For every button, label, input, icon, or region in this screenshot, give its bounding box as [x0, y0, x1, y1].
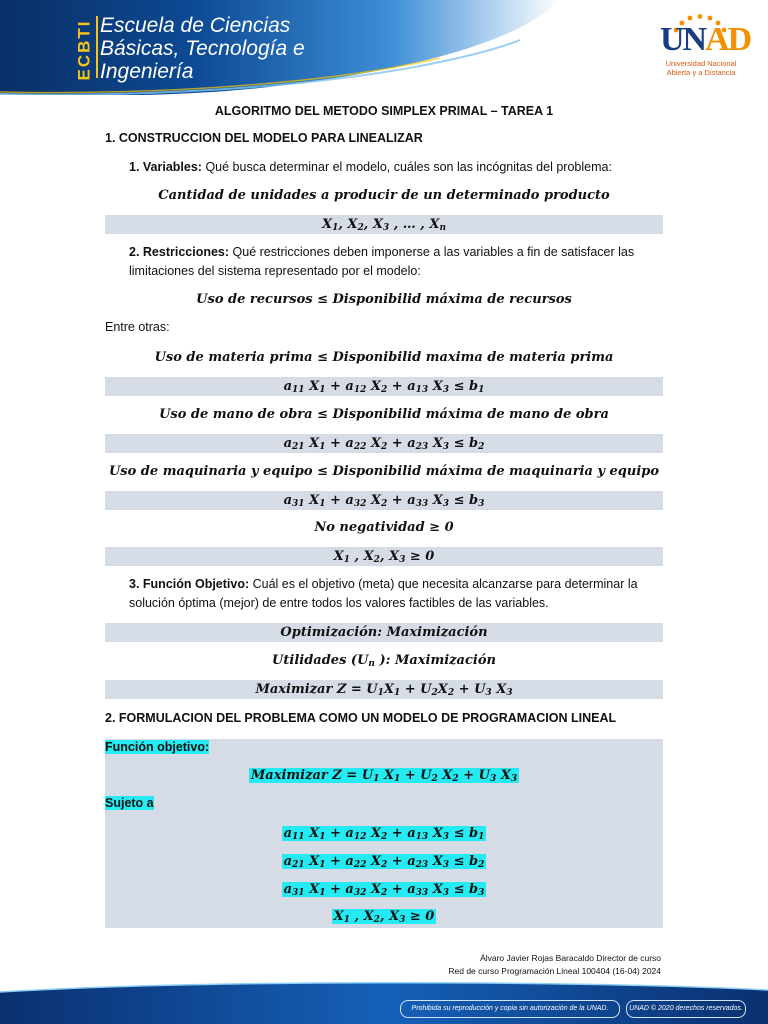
model-constraint-1: $a_{11}$ $X_1 + a_{12}$ $X_2 + a_{13}$ $X_3 \le b_1$: [283, 826, 485, 842]
maximizar-formula: Maximizar $Z = U_1X_1 + U_2X_2 + U_3$ $X_3$: [105, 680, 663, 699]
ecbti-badge: [70, 18, 96, 81]
constraint-2-formula: $a_{21}$ $X_1 + a_{22}$ $X_2 + a_{23}$ $X_3 \le b_2$: [105, 434, 663, 453]
school-name: [100, 14, 305, 83]
variables-formula: Cantidad de unidades a producir de un determinado producto: [158, 188, 610, 203]
model-constraint-2: $a_{21}$ $X_1 + a_{22}$ $X_2 + a_{23}$ $X_3 \le b_2$: [283, 854, 485, 870]
footer-rights: UNAD © 2020 derechos reservados.: [626, 1000, 746, 1018]
logo-wordmark: UNAD: [660, 21, 751, 58]
no-negatividad-formula: No negatividad ≥ 0: [314, 520, 454, 535]
entre-otras-label: Entre otras:: [105, 320, 170, 334]
non-negativity-formula: $X_1$ , $X_2$, $X_3 \ge 0$: [105, 547, 663, 566]
signature-line-2: Red de curso Programación Lineal 100404 (16-04) 2024: [448, 966, 661, 976]
school-line-3: Ingeniería: [100, 60, 194, 83]
variables-list-formula: $X_1$, $X_2$, $X_3$ , … , $X_n$: [105, 215, 663, 234]
constraint-3-formula: $a_{31}$ $X_1 + a_{32}$ $X_2 + a_{33}$ $X_3 \le b_3$: [105, 491, 663, 510]
restrictions-paragraph: 2. Restricciones: Qué restricciones deben imponerse a las variables a fin de satisfacer las limitaciones del sistema representado por el modelo:: [129, 245, 635, 278]
optimizacion-formula: Optimización: Maximización: [105, 623, 663, 642]
signature-line-1: Álvaro Javier Rojas Baracaldo Director de curso: [480, 953, 661, 963]
funcion-objetivo-label: Función objetivo:: [105, 740, 210, 754]
school-line-1: Escuela de Ciencias: [100, 14, 291, 37]
restrictions-formula: Uso de recursos ≤ Disponibilid máxima de recursos: [196, 292, 572, 307]
sujeto-a-label: Sujeto a: [105, 796, 154, 810]
footer-notice: Prohibida su reproducción y copia sin autorización de la UNAD.: [400, 1000, 620, 1018]
model-non-negativity: $X_1$ , $X_2$, $X_3 \ge 0$: [333, 909, 435, 925]
materia-prima-formula: Uso de materia prima ≤ Disponibilid maxima de materia prima: [154, 350, 614, 365]
logo-subtitle: Universidad Nacional Abierta y a Distancia: [665, 59, 737, 77]
utilidades-formula: Utilidades ($U_n$ ): Maximización: [272, 653, 496, 669]
model-objective-formula: Maximizar $Z = U_1$ $X_1 + U_2$ $X_2 + U_3$ $X_3$: [250, 768, 518, 784]
ecbti-text: ECBTI: [74, 19, 94, 81]
model-constraint-3: $a_{31}$ $X_1 + a_{32}$ $X_2 + a_{33}$ $X_3 \le b_3$: [283, 882, 485, 898]
objective-paragraph: 3. Función Objetivo: Cuál es el objetivo (meta) que necesita alcanzarse para determinar la solución óptima (mejor) de entre todos los valores factibles de las variables.: [129, 577, 638, 610]
unad-logo: [660, 18, 751, 90]
variables-paragraph: 1. Variables: Qué busca determinar el modelo, cuáles son las incógnitas del problema:: [129, 160, 612, 174]
header-divider: [96, 16, 98, 78]
section-2-heading: 2. FORMULACION DEL PROBLEMA COMO UN MODELO DE PROGRAMACION LINEAL: [105, 711, 617, 725]
page-header: [0, 0, 768, 95]
maquinaria-formula: Uso de maquinaria y equipo ≤ Disponibilid máxima de maquinaria y equipo: [108, 464, 660, 479]
mano-obra-formula: Uso de mano de obra ≤ Disponibilid máxima de mano de obra: [159, 407, 609, 422]
school-line-2: Básicas, Tecnología e: [100, 37, 305, 60]
page-title: ALGORITMO DEL METODO SIMPLEX PRIMAL – TAREA 1: [214, 104, 554, 118]
section-1-heading: 1. CONSTRUCCION DEL MODELO PARA LINEALIZAR: [105, 131, 423, 145]
constraint-1-formula: $a_{11}$ $X_1 + a_{12}$ $X_2 + a_{13}$ $X_3 \le b_1$: [105, 377, 663, 396]
